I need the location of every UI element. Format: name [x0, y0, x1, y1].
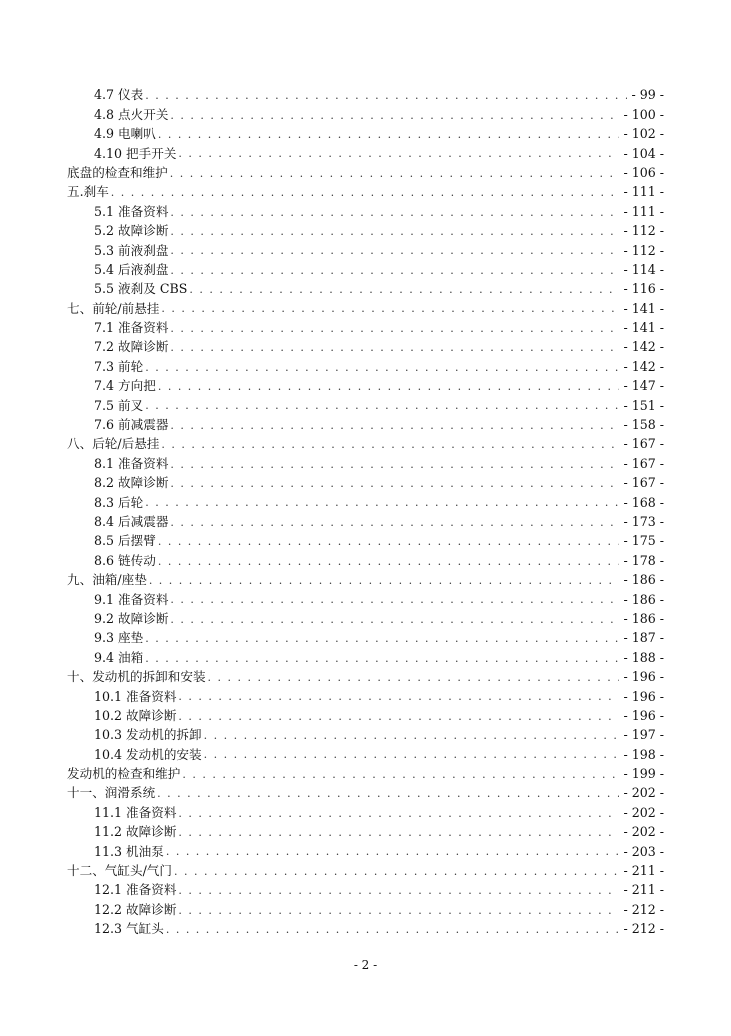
toc-entry-page: - 151 - — [623, 397, 664, 413]
toc-entry-page: - 202 - — [623, 804, 664, 820]
toc-leader-dots — [178, 711, 619, 722]
toc-entry-title: 10.2 故障诊断 — [94, 707, 177, 723]
toc-entry-page: - 186 - — [623, 591, 664, 607]
toc-entry-page: - 211 - — [623, 882, 664, 898]
toc-entry[interactable] — [67, 920, 664, 939]
toc-entry-title: 5.2 故障诊断 — [94, 223, 169, 239]
toc-entry-page: - 111 - — [623, 184, 664, 200]
toc-entry[interactable] — [67, 707, 664, 726]
toc-entry-title: 11.2 故障诊断 — [94, 824, 177, 840]
toc-entry-title: 7.1 准备资料 — [94, 320, 169, 336]
toc-leader-dots — [178, 808, 619, 819]
toc-leader-dots — [170, 323, 619, 334]
toc-entry-page: - 211 - — [623, 863, 664, 879]
toc-entry[interactable] — [67, 396, 664, 415]
toc-entry-title: 11.3 机油泵 — [94, 843, 164, 859]
toc-entry-title: 12.1 准备资料 — [94, 882, 177, 898]
toc-entry[interactable] — [67, 105, 664, 124]
toc-entry-title: 4.9 电喇叭 — [94, 126, 156, 142]
toc-entry-page: - 175 - — [623, 533, 664, 549]
toc-entry-page: - 197 - — [623, 727, 664, 743]
toc-entry-title: 五.刹车 — [67, 184, 109, 200]
toc-entry[interactable] — [67, 571, 664, 590]
toc-entry-title: 4.7 仪表 — [94, 87, 144, 103]
toc-entry-page: - 168 - — [623, 494, 664, 510]
toc-leader-dots — [170, 459, 619, 470]
toc-leader-dots — [158, 129, 620, 140]
toc-entry[interactable] — [67, 784, 664, 803]
toc-entry-page: - 102 - — [623, 126, 664, 142]
toc-entry[interactable] — [67, 435, 664, 454]
toc-entry-page: - 198 - — [623, 746, 664, 762]
toc-entry[interactable] — [67, 765, 664, 784]
toc-entry-title: 8.2 故障诊断 — [94, 475, 169, 491]
toc-entry-page: - 99 - — [631, 87, 664, 103]
toc-entry-title: 7.5 前叉 — [94, 397, 144, 413]
toc-leader-dots — [145, 90, 627, 101]
toc-entry-page: - 212 - — [623, 921, 664, 937]
toc-entry-title: 八、后轮/后悬挂 — [67, 436, 160, 452]
toc-leader-dots — [182, 769, 619, 780]
toc-entry-title: 发动机的检查和维护 — [67, 766, 181, 782]
toc-leader-dots — [170, 207, 619, 218]
toc-entry-page: - 186 - — [623, 610, 664, 626]
toc-entry-page: - 141 - — [623, 300, 664, 316]
toc-leader-dots — [145, 653, 619, 664]
toc-entry[interactable] — [67, 823, 664, 842]
toc-entry-page: - 196 - — [623, 707, 664, 723]
toc-leader-dots — [161, 303, 619, 314]
toc-entry-page: - 173 - — [623, 513, 664, 529]
toc-entry-title: 11.1 准备资料 — [94, 804, 177, 820]
toc-leader-dots — [158, 381, 620, 392]
toc-entry-page: - 106 - — [623, 164, 664, 180]
toc-entry[interactable] — [67, 551, 664, 570]
toc-leader-dots — [170, 168, 620, 179]
toc-entry-title: 9.1 准备资料 — [94, 591, 169, 607]
toc-entry[interactable] — [67, 299, 664, 318]
toc-entry[interactable] — [67, 726, 664, 745]
toc-leader-dots — [174, 866, 619, 877]
toc-entry-title: 5.3 前液刹盘 — [94, 242, 169, 258]
toc-entry-page: - 112 - — [623, 242, 664, 258]
toc-entry[interactable] — [67, 532, 664, 551]
toc-leader-dots — [170, 420, 619, 431]
toc-entry[interactable] — [67, 668, 664, 687]
toc-entry[interactable] — [67, 493, 664, 512]
toc-entry-title: 12.3 气缸头 — [94, 921, 164, 937]
toc-entry-page: - 167 - — [623, 436, 664, 452]
toc-entry[interactable] — [67, 881, 664, 900]
toc-leader-dots — [170, 226, 619, 237]
toc-entry[interactable] — [67, 183, 664, 202]
toc-entry[interactable] — [67, 862, 664, 881]
toc-entry[interactable] — [67, 125, 664, 144]
toc-entry-title: 9.2 故障诊断 — [94, 610, 169, 626]
toc-entry-page: - 196 - — [623, 688, 664, 704]
toc-entry-page: - 141 - — [623, 320, 664, 336]
toc-entry-title: 7.3 前轮 — [94, 358, 144, 374]
toc-entry-title: 十一、润滑系统 — [67, 785, 156, 801]
toc-entry[interactable] — [67, 241, 664, 260]
toc-entry[interactable] — [67, 280, 664, 299]
toc-entry[interactable] — [67, 144, 664, 163]
toc-leader-dots — [170, 265, 619, 276]
toc-entry[interactable] — [67, 164, 664, 183]
toc-entry-title: 十二、气缸头/气门 — [67, 863, 172, 879]
toc-entry-title: 九、油箱/座垫 — [67, 572, 147, 588]
toc-entry[interactable] — [67, 377, 664, 396]
toc-entry[interactable] — [67, 474, 664, 493]
toc-entry-title: 10.1 准备资料 — [94, 688, 177, 704]
toc-entry-title: 5.5 液刹及 CBS — [94, 281, 188, 297]
toc-entry-title: 底盘的检查和维护 — [67, 164, 168, 180]
toc-entry-title: 7.4 方向把 — [94, 378, 156, 394]
toc-entry-title: 10.3 发动机的拆卸 — [94, 727, 202, 743]
toc-leader-dots — [145, 400, 619, 411]
toc-leader-dots — [158, 556, 620, 567]
toc-entry-page: - 100 - — [623, 106, 664, 122]
toc-entry[interactable] — [67, 202, 664, 221]
toc-entry-title: 8.5 后摆臂 — [94, 533, 156, 549]
toc-leader-dots — [145, 497, 619, 508]
toc-leader-dots — [189, 284, 619, 295]
toc-entry-page: - 111 - — [623, 203, 664, 219]
toc-leader-dots — [170, 614, 619, 625]
toc-entry[interactable] — [67, 513, 664, 532]
toc-leader-dots — [170, 342, 619, 353]
toc-entry-page: - 178 - — [623, 552, 664, 568]
toc-entry-title: 9.4 油箱 — [94, 649, 144, 665]
toc-entry-page: - 114 - — [623, 261, 664, 277]
toc-entry[interactable] — [67, 222, 664, 241]
toc-entry-title: 4.10 把手开关 — [94, 145, 177, 161]
toc-leader-dots — [170, 110, 619, 121]
toc-leader-dots — [161, 439, 619, 450]
toc-entry-page: - 167 - — [623, 455, 664, 471]
toc-entry-page: - 158 - — [623, 417, 664, 433]
toc-entry[interactable] — [67, 648, 664, 667]
toc-leader-dots — [178, 905, 619, 916]
toc-entry-page: - 104 - — [623, 145, 664, 161]
toc-entry-page: - 147 - — [623, 378, 664, 394]
toc-entry-title: 10.4 发动机的安装 — [94, 746, 202, 762]
toc-entry[interactable] — [67, 357, 664, 376]
toc-entry-page: - 142 - — [623, 358, 664, 374]
toc-entry-page: - 199 - — [623, 766, 664, 782]
toc-entry-title: 8.4 后减震器 — [94, 513, 169, 529]
toc-leader-dots — [157, 788, 619, 799]
toc-entry-title: 8.3 后轮 — [94, 494, 144, 510]
toc-leader-dots — [204, 749, 620, 760]
toc-entry-title: 8.1 准备资料 — [94, 455, 169, 471]
toc-leader-dots — [166, 924, 620, 935]
toc-entry[interactable] — [67, 629, 664, 648]
page-number: - 2 - — [353, 958, 378, 972]
toc-entry-page: - 142 - — [623, 339, 664, 355]
toc-entry[interactable] — [67, 610, 664, 629]
toc-leader-dots — [170, 478, 619, 489]
toc-entry[interactable] — [67, 416, 664, 435]
table-of-contents — [67, 86, 664, 939]
toc-leader-dots — [178, 885, 619, 896]
toc-entry[interactable] — [67, 590, 664, 609]
toc-entry[interactable] — [67, 86, 664, 105]
toc-leader-dots — [178, 148, 619, 159]
toc-entry[interactable] — [67, 687, 664, 706]
toc-leader-dots — [170, 245, 619, 256]
toc-leader-dots — [208, 672, 620, 683]
toc-entry-title: 8.6 链传动 — [94, 552, 156, 568]
toc-entry-page: - 196 - — [623, 669, 664, 685]
toc-entry[interactable] — [67, 803, 664, 822]
toc-entry[interactable] — [67, 319, 664, 338]
toc-leader-dots — [204, 730, 620, 741]
toc-leader-dots — [178, 827, 619, 838]
toc-entry-page: - 202 - — [623, 824, 664, 840]
toc-entry-title: 十、发动机的拆卸和安装 — [67, 669, 206, 685]
toc-leader-dots — [170, 517, 619, 528]
toc-entry-title: 5.1 准备资料 — [94, 203, 169, 219]
toc-entry-title: 9.3 座垫 — [94, 630, 144, 646]
toc-entry[interactable] — [67, 900, 664, 919]
toc-leader-dots — [166, 846, 620, 857]
toc-entry[interactable] — [67, 261, 664, 280]
toc-entry-title: 4.8 点火开关 — [94, 106, 169, 122]
toc-entry-page: - 167 - — [623, 475, 664, 491]
toc-entry[interactable] — [67, 842, 664, 861]
toc-entry-page: - 188 - — [623, 649, 664, 665]
toc-entry-title: 七、前轮/前悬挂 — [67, 300, 160, 316]
toc-entry-page: - 203 - — [623, 843, 664, 859]
toc-entry[interactable] — [67, 745, 664, 764]
toc-entry-page: - 112 - — [623, 223, 664, 239]
toc-entry-page: - 187 - — [623, 630, 664, 646]
toc-leader-dots — [149, 575, 620, 586]
toc-entry-page: - 202 - — [623, 785, 664, 801]
toc-leader-dots — [145, 633, 619, 644]
toc-leader-dots — [178, 691, 619, 702]
toc-leader-dots — [158, 536, 620, 547]
toc-leader-dots — [145, 362, 619, 373]
toc-entry[interactable] — [67, 454, 664, 473]
toc-entry-title: 12.2 故障诊断 — [94, 901, 177, 917]
toc-entry-page: - 116 - — [623, 281, 664, 297]
toc-entry[interactable] — [67, 338, 664, 357]
toc-entry-page: - 212 - — [623, 901, 664, 917]
toc-leader-dots — [111, 187, 620, 198]
toc-entry-page: - 186 - — [623, 572, 664, 588]
toc-entry-title: 7.6 前减震器 — [94, 417, 169, 433]
toc-leader-dots — [170, 594, 619, 605]
toc-entry-title: 5.4 后液刹盘 — [94, 261, 169, 277]
toc-entry-title: 7.2 故障诊断 — [94, 339, 169, 355]
